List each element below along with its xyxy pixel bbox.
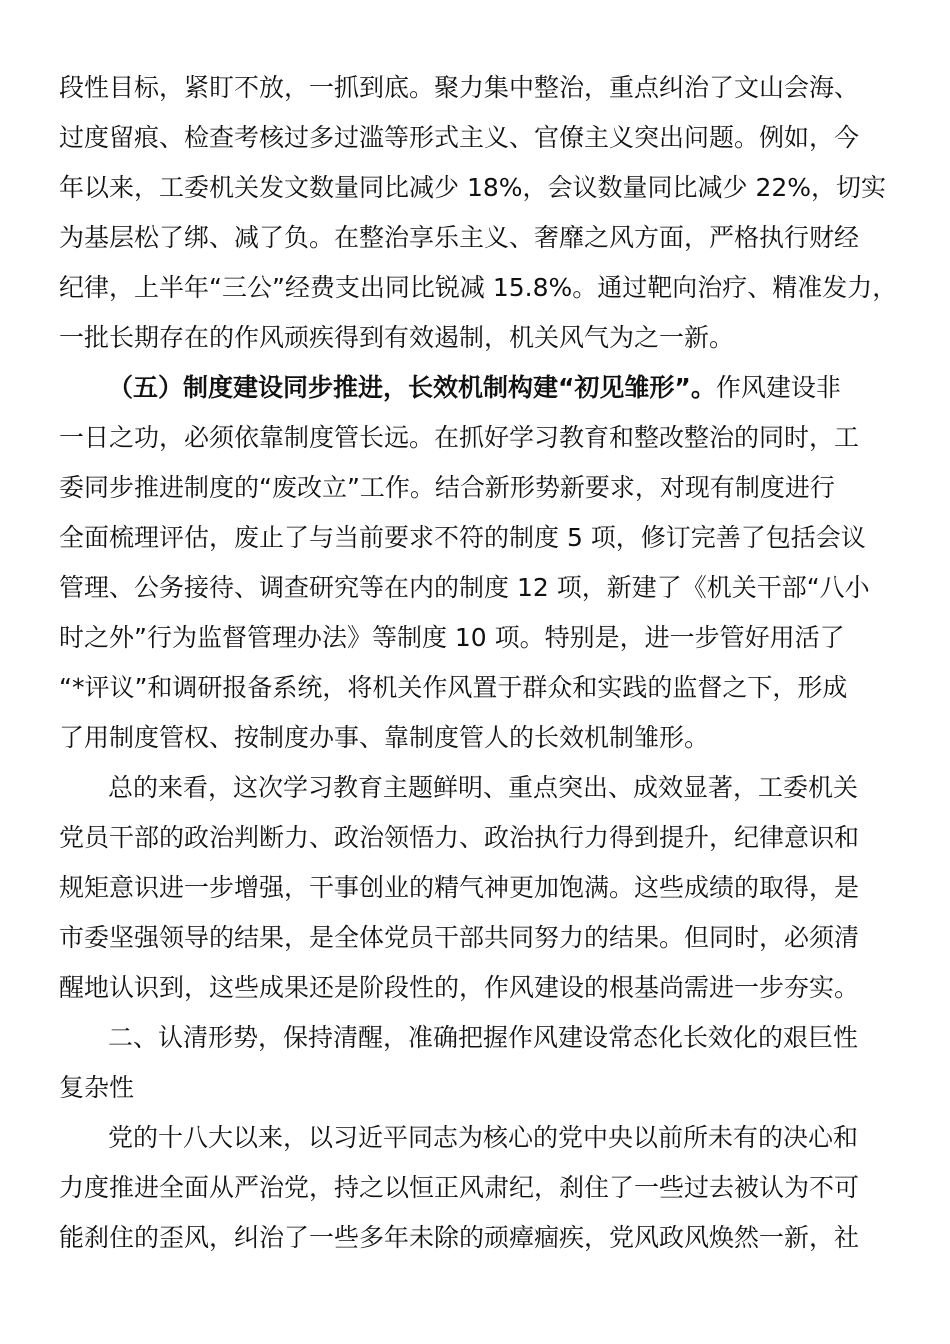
text-line: “*评议”和调研报备系统，将机关作风置于群众和实践的监督之下，形成 — [59, 673, 848, 702]
section-heading-line — [108, 372, 889, 404]
section-heading: （五）制度建设同步推进，长效机制构建“初见雏形”。 — [108, 373, 716, 402]
text-line: 一日之功，必须依靠制度管长远。在抓好学习教育和整改整治的同时，工 — [59, 423, 860, 452]
text-line: 委同步推进制度的“废改立”工作。结合新形势新要求，对现有制度进行 — [59, 473, 835, 502]
text-line: 全面梳理评估，废止了与当前要求不符的制度 5 项，修订完善了包括会议 — [59, 523, 866, 552]
text-line: 能刹住的歪风，纠治了一些多年未除的顽瘴痼疾，党风政风焕然一新，社 — [59, 1223, 860, 1252]
text-line: 力度推进全面从严治党，持之以恒正风肃纪，刹住了一些过去被认为不可 — [59, 1173, 860, 1202]
text-line: 为基层松了绑、减了负。在整治享乐主义、奢靡之风方面，严格执行财经 — [59, 223, 860, 252]
text-line: 市委坚强领导的结果，是全体党员干部共同努力的结果。但同时，必须清 — [59, 923, 860, 952]
text-line: 年以来，工委机关发文数量同比减少 18%，会议数量同比减少 22%，切实 — [59, 173, 887, 202]
text-line: 过度留痕、检查考核过多过滥等形式主义、官僚主义突出问题。例如，今 — [59, 123, 860, 152]
text-line: 党员干部的政治判断力、政治领悟力、政治执行力得到提升，纪律意识和 — [59, 823, 860, 852]
text-line: 段性目标，紧盯不放，一抓到底。聚力集中整治，重点纠治了文山会海、 — [59, 73, 860, 102]
text-line: 党的十八大以来，以习近平同志为核心的党中央以前所未有的决心和 — [108, 1123, 859, 1152]
paragraph-start: 作风建设非 — [715, 373, 841, 402]
text-line: 时之外”行为监督管理办法》等制度 10 项。特别是，进一步管好用活了 — [59, 623, 845, 652]
text-line: 纪律，上半年“三公”经费支出同比锐减 15.8%。通过靶向治疗、精准发力， — [59, 273, 898, 302]
text-line: 醒地认识到，这些成果还是阶段性的，作风建设的根基尚需进一步夯实。 — [59, 973, 860, 1002]
section-title-line: 二、认清形势，保持清醒，准确把握作风建设常态化长效化的艰巨性 — [108, 1023, 859, 1052]
text-line: 总的来看，这次学习教育主题鲜明、重点突出、成效显著，工委机关 — [108, 773, 859, 802]
text-line: 了用制度管权、按制度办事、靠制度管人的长效机制雏形。 — [59, 723, 710, 752]
text-line: 规矩意识进一步增强，干事创业的精气神更加饱满。这些成绩的取得，是 — [59, 873, 860, 902]
text-line: 管理、公务接待、调查研究等在内的制度 12 项，新建了《机关干部“八小 — [59, 573, 870, 602]
section-title-line: 复杂性 — [59, 1073, 135, 1102]
text-line: 一批长期存在的作风顽疾得到有效遏制，机关风气为之一新。 — [59, 323, 735, 352]
